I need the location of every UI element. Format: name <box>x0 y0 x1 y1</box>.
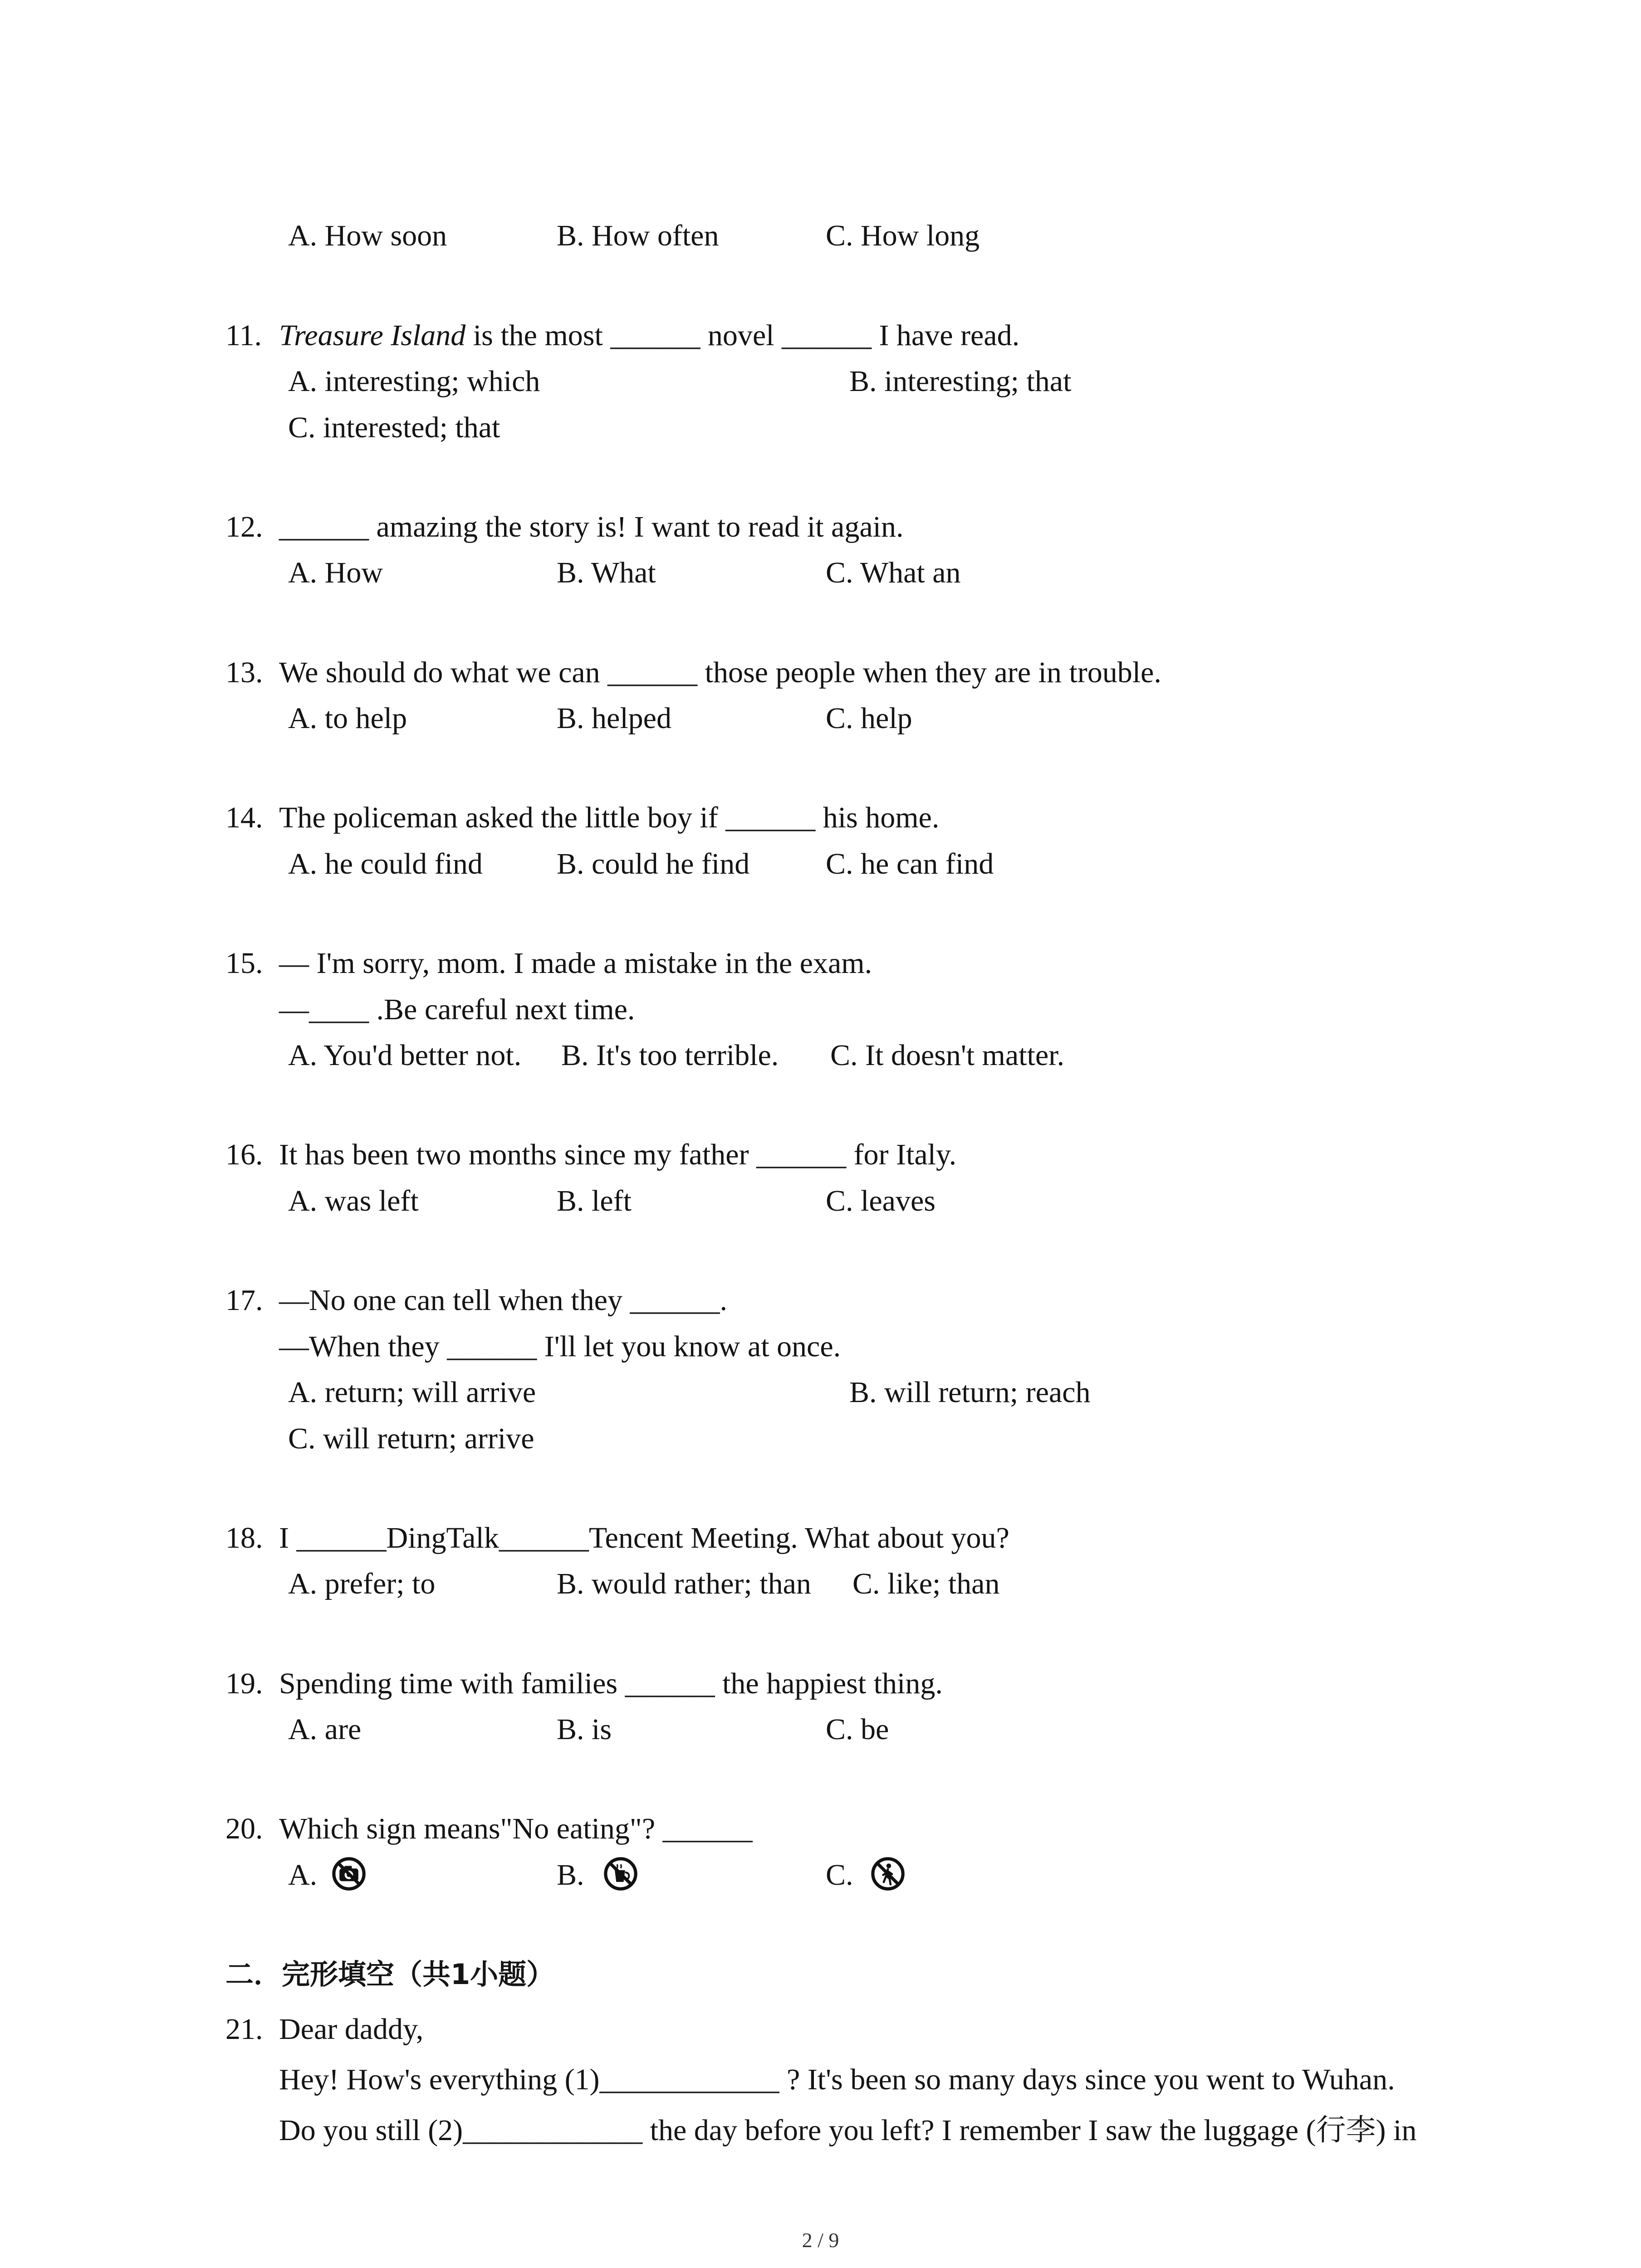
option-b: B. left <box>557 1184 632 1217</box>
option-a: A. How <box>288 556 383 589</box>
option-b: B. helped <box>557 702 671 735</box>
option-a: A. to help <box>288 702 407 735</box>
question-stem: We should do what we can ______ those people when they are in trouble. <box>279 656 1161 689</box>
page-number: 2 / 9 <box>802 2229 839 2252</box>
option-c: C. will return; arrive <box>288 1422 534 1455</box>
option-b: B. interesting; that <box>849 365 1072 398</box>
dialogue-line-2: —When they ______ I'll let you know at once. <box>279 1330 841 1363</box>
option-a: A. How soon <box>288 219 447 252</box>
option-c: C. he can find <box>826 847 994 880</box>
letter-greeting: Dear daddy, <box>279 2013 424 2046</box>
section-heading: 二．完形填空（共1小题） <box>225 1958 555 1991</box>
question-number: 14. <box>225 801 263 834</box>
option-a: A. return; will arrive <box>288 1376 536 1409</box>
dialogue-line-1: —No one can tell when they ______. <box>279 1284 727 1317</box>
question-stem <box>279 318 1019 354</box>
option-b: B. <box>557 1858 584 1892</box>
question-number: 17. <box>225 1284 263 1317</box>
option-c: C. It doesn't matter. <box>830 1039 1064 1072</box>
option-c: C. help <box>826 702 912 735</box>
question-number: 19. <box>225 1667 263 1700</box>
option-b: B. could he find <box>557 847 750 880</box>
dialogue-line-1: — I'm sorry, mom. I made a mistake in the exam. <box>279 947 872 980</box>
option-c: C. be <box>826 1713 889 1746</box>
option-a: A. prefer; to <box>288 1567 436 1600</box>
option-c: C. like; than <box>852 1567 1000 1600</box>
letter-line: Do you still (2)____________ the day before you left? I remember I saw the luggage (行李) in <box>279 2114 1417 2147</box>
question-number: 12. <box>225 510 263 543</box>
dialogue-line-2: —____ .Be careful next time. <box>279 993 635 1026</box>
option-a: A. interesting; which <box>288 365 540 398</box>
question-number: 13. <box>225 656 263 689</box>
option-b: B. would rather; than <box>557 1567 811 1600</box>
book-title: Treasure Island <box>279 319 466 352</box>
question-stem: Spending time with families ______ the happiest thing. <box>279 1667 943 1700</box>
option-b: B. It's too terrible. <box>561 1039 779 1072</box>
no-camera-sign-icon <box>331 1856 367 1892</box>
option-c: C. <box>826 1858 853 1892</box>
stem-text: is the most ______ novel ______ I have read. <box>465 319 1020 352</box>
question-number: 18. <box>225 1521 263 1554</box>
option-a: A. he could find <box>288 847 483 880</box>
question-stem: It has been two months since my father ______ for Italy. <box>279 1138 957 1171</box>
question-number: 16. <box>225 1138 263 1171</box>
option-c: C. How long <box>826 219 980 252</box>
option-b: B. is <box>557 1713 612 1746</box>
option-b: B. will return; reach <box>849 1376 1091 1409</box>
question-number: 21. <box>225 2013 263 2046</box>
option-a: A. <box>288 1858 318 1892</box>
question-stem: I ______DingTalk______Tencent Meeting. What about you? <box>279 1521 1009 1554</box>
option-c: C. interested; that <box>288 411 500 444</box>
option-c: C. leaves <box>826 1184 936 1217</box>
question-number: 15. <box>225 947 263 980</box>
no-pedestrian-sign-icon <box>870 1856 906 1892</box>
question-stem: The policeman asked the little boy if ______ his home. <box>279 801 940 834</box>
option-a: A. are <box>288 1713 362 1746</box>
option-b: B. What <box>557 556 656 589</box>
option-c: C. What an <box>826 556 961 589</box>
question-number: 11. <box>225 319 262 352</box>
question-stem: Which sign means"No eating"? ______ <box>279 1812 753 1845</box>
no-food-sign-icon <box>603 1856 638 1892</box>
question-number: 20. <box>225 1812 263 1845</box>
letter-line: Hey! How's everything (1)____________ ? It's been so many days since you went to Wuhan. <box>279 2063 1395 2096</box>
option-a: A. was left <box>288 1184 419 1217</box>
option-a: A. You'd better not. <box>288 1039 522 1072</box>
option-b: B. How often <box>557 219 719 252</box>
question-stem: ______ amazing the story is! I want to read it again. <box>279 510 904 543</box>
